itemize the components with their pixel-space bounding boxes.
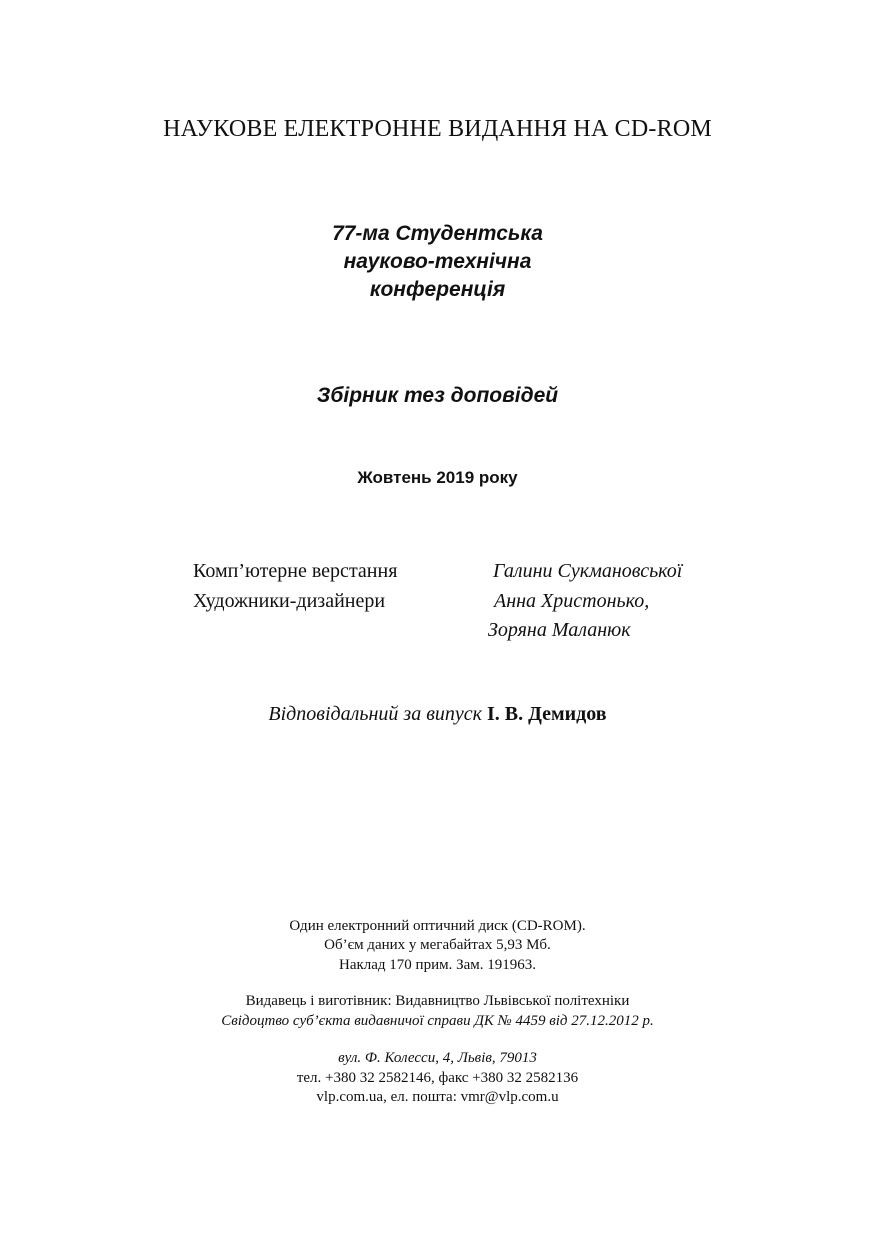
responsible-name: І. В. Демидов [487, 703, 607, 725]
responsible-editor [0, 703, 875, 726]
designers-credit-value-1: Анна Христонько, [494, 590, 650, 612]
document-header: НАУКОВЕ ЕЛЕКТРОННЕ ВИДАННЯ НА CD-ROM [163, 116, 712, 142]
imprint-volume: Об’єм даних у мегабайтах 5,93 Мб. [324, 937, 551, 953]
imprint-address: вул. Ф. Колесси, 4, Львів, 79013 [338, 1050, 537, 1066]
conference-title [0, 220, 875, 304]
imprint-phone: тел. +380 32 2582146, факс +380 32 2582136 [296, 1070, 579, 1086]
layout-credit-value: Галини Сукмановської [493, 560, 683, 582]
imprint-circulation: Наклад 170 прим. Зам. 191963. [338, 957, 536, 973]
layout-credit-label: Комп’ютерне верстання [193, 560, 398, 582]
responsible-label: Відповідальний за випуск [268, 703, 482, 725]
conference-title-line-1: 77-ма Студентська [332, 222, 543, 245]
imprint-disk: Один електронний оптичний диск (CD-ROM). [289, 918, 586, 934]
imprint-web: vlp.com.ua, ел. пошта: vmr@vlp.com.u [316, 1089, 559, 1105]
publication-date: Жовтень 2019 року [357, 468, 518, 487]
conference-title-line-2: науково-технічна [343, 250, 532, 273]
imprint-certificate: Свідоцтво суб’єкта видавничої справи ДК № 4459 від 27.12.2012 р. [221, 1013, 654, 1029]
designers-credit-value-2: Зоряна Маланюк [488, 619, 631, 641]
conference-title-line-3: конференція [369, 278, 506, 301]
designers-credit-label: Художники-дизайнери [193, 590, 386, 612]
imprint-publisher: Видавець і виготівник: Видавництво Львівської політехніки [245, 993, 630, 1009]
collection-title: Збірник тез доповідей [316, 384, 559, 407]
